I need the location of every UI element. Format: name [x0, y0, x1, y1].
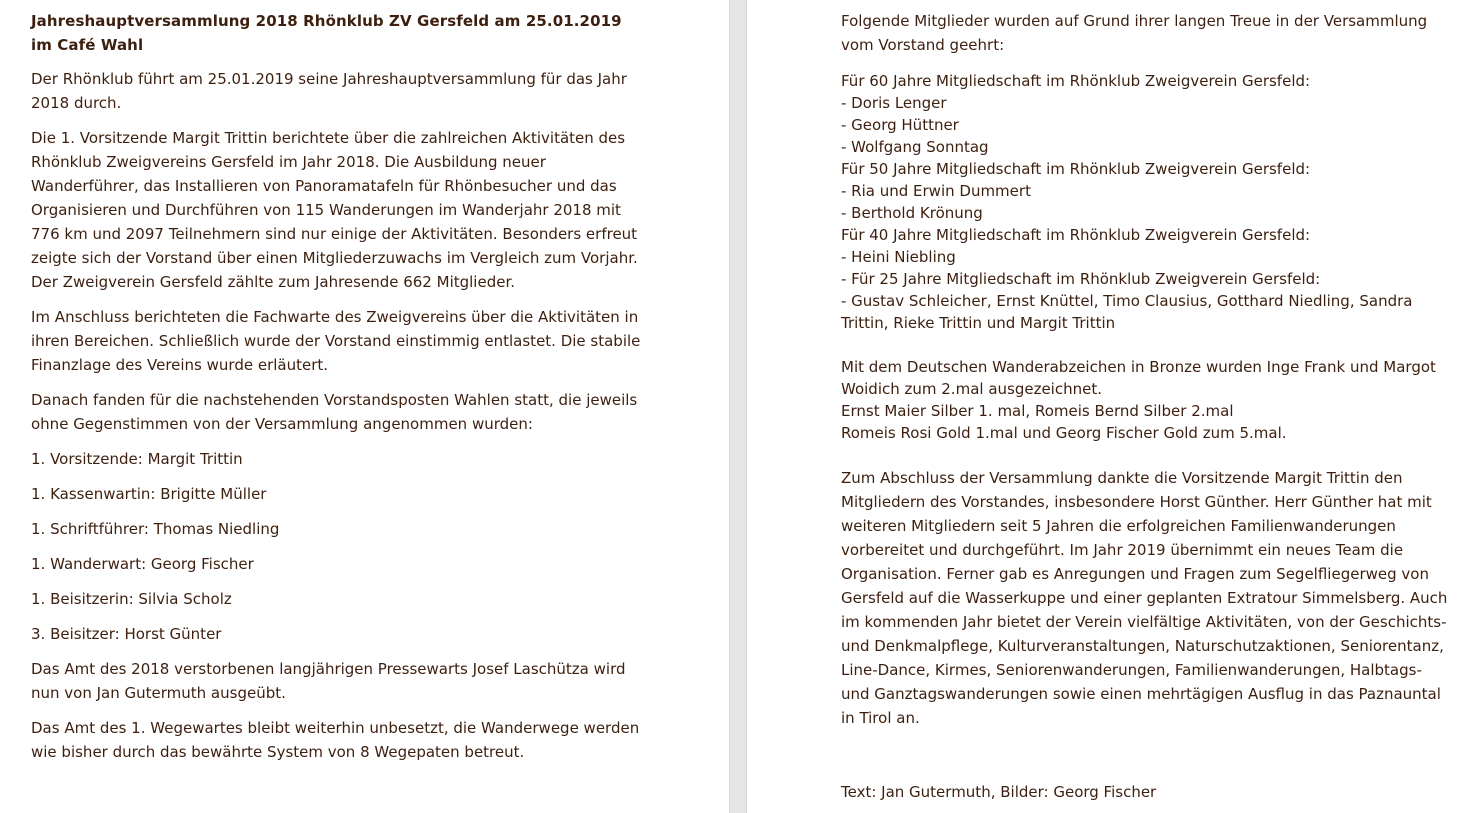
- badge-line: Mit dem Deutschen Wanderabzeichen in Bronze wurden Inge Frank und Margot Woidich zum 2.mal ausgezeichnet.: [841, 358, 1436, 398]
- honor-line: - Georg Hüttner: [841, 116, 959, 134]
- trail-warden-paragraph: Das Amt des 1. Wegewartes bleibt weiterhin unbesetzt, die Wanderwege werden wie bisher durch das bewährte System von 8 Wegepaten betreut.: [31, 719, 640, 761]
- column-divider: [729, 0, 747, 813]
- honor-line: - Berthold Krönung: [841, 204, 983, 222]
- photo-credit: Text: Jan Gutermuth, Bilder: Georg Fischer: [841, 783, 1157, 801]
- honors-intro: Folgende Mitglieder wurden auf Grund ihrer langen Treue in der Versammlung vom Vorstand geehrt:: [841, 12, 1428, 54]
- intro-paragraph: Der Rhönklub führt am 25.01.2019 seine Jahreshauptversammlung für das Jahr 2018 durch.: [31, 70, 627, 112]
- article-left-column: [31, 9, 643, 775]
- honor-line: Für 60 Jahre Mitgliedschaft im Rhönklub Zweigverein Gersfeld:: [841, 72, 1311, 90]
- honor-line: - Heini Niebling: [841, 248, 956, 266]
- election-result-treasurer: 1. Kassenwartin: Brigitte Müller: [31, 485, 267, 503]
- honor-line: - Ria und Erwin Dummert: [841, 182, 1031, 200]
- election-result-chair: 1. Vorsitzende: Margit Trittin: [31, 450, 243, 468]
- honor-line: Für 50 Jahre Mitgliedschaft im Rhönklub Zweigverein Gersfeld:: [841, 160, 1311, 178]
- article-title: Jahreshauptversammlung 2018 Rhönklub ZV Gersfeld am 25.01.2019 im Café Wahl: [31, 12, 622, 54]
- honor-line: - Doris Lenger: [841, 94, 947, 112]
- press-office-paragraph: Das Amt des 2018 verstorbenen langjährigen Pressewarts Josef Laschütza wird nun von Jan Gutermuth ausgeübt.: [31, 660, 626, 702]
- election-result-hiking-warden: 1. Wanderwart: Georg Fischer: [31, 555, 254, 573]
- election-result-assessor-1: 1. Beisitzerin: Silvia Scholz: [31, 590, 232, 608]
- honor-line: - Gustav Schleicher, Ernst Knüttel, Timo Clausius, Gotthard Niedling, Sandra Trittin, Rieke Trittin und Margit Trittin: [841, 292, 1413, 332]
- closing-paragraph: Zum Abschluss der Versammlung dankte die Vorsitzende Margit Trittin den Mitgliedern des Vorstandes, insbesondere Horst Günther. Herr Günther hat mit weiteren Mitgliedern seit 5 Jahren die erfolgreichen Familienwanderungen vorbereitet und durchgeführt. Im Jahr 2019 übernimmt ein neues Team die Organisation. Ferner gab es Anregungen und Fragen zum Segelfliegerweg von Gersfeld auf die Wasserkuppe und einer geplanten Extratour Simmelsberg. Auch im kommenden Jahr bietet der Verein vielfältige Aktivitäten, von der Geschichts- und Denkmalpflege, Kulturveranstaltungen, Naturschutzaktionen, Seniorentanz, Line-Dance, Kirmes, Seniorenwanderungen, Familienwanderungen, Halbtags- und Ganztagswanderungen sowie einen mehrtägigen Ausflug in das Paznauntal in Tirol an.: [841, 469, 1448, 727]
- activities-paragraph: Die 1. Vorsitzende Margit Trittin berichtete über die zahlreichen Aktivitäten des Rhönklub Zweigvereins Gersfeld im Jahr 2018. Die Ausbildung neuer Wanderführer, das Installieren von Panoramatafeln für Rhönbesucher und das Organisieren und Durchführen von 115 Wanderungen im Wanderjahr 2018 mit 776 km und 2097 Teilnehmern sind nur einige der Aktivitäten. Besonders erfreut zeigte sich der Vorstand über einen Mitgliederzuwachs im Vergleich zum Vorjahr. Der Zweigverein Gersfeld zählte zum Jahresende 662 Mitglieder.: [31, 129, 638, 291]
- elections-paragraph: Danach fanden für die nachstehenden Vorstandsposten Wahlen statt, die jeweils ohne Gegenstimmen von der Versammlung angenommen wurden:: [31, 391, 638, 433]
- reports-paragraph: Im Anschluss berichteten die Fachwarte des Zweigvereins über die Aktivitäten in ihren Bereichen. Schließlich wurde der Vorstand einstimmig entlastet. Die stabile Finanzlage des Vereins wurde erläutert.: [31, 308, 641, 374]
- election-result-secretary: 1. Schriftführer: Thomas Niedling: [31, 520, 280, 538]
- article-right-column: [841, 9, 1453, 730]
- badge-line: Romeis Rosi Gold 1.mal und Georg Fischer Gold zum 5.mal.: [841, 424, 1287, 442]
- badge-line: Ernst Maier Silber 1. mal, Romeis Bernd Silber 2.mal: [841, 402, 1234, 420]
- honor-line: Für 40 Jahre Mitgliedschaft im Rhönklub Zweigverein Gersfeld:: [841, 226, 1311, 244]
- honor-line: - Wolfgang Sonntag: [841, 138, 989, 156]
- honor-line: - Für 25 Jahre Mitgliedschaft im Rhönklub Zweigverein Gersfeld:: [841, 270, 1321, 288]
- election-result-assessor-3: 3. Beisitzer: Horst Günter: [31, 625, 222, 643]
